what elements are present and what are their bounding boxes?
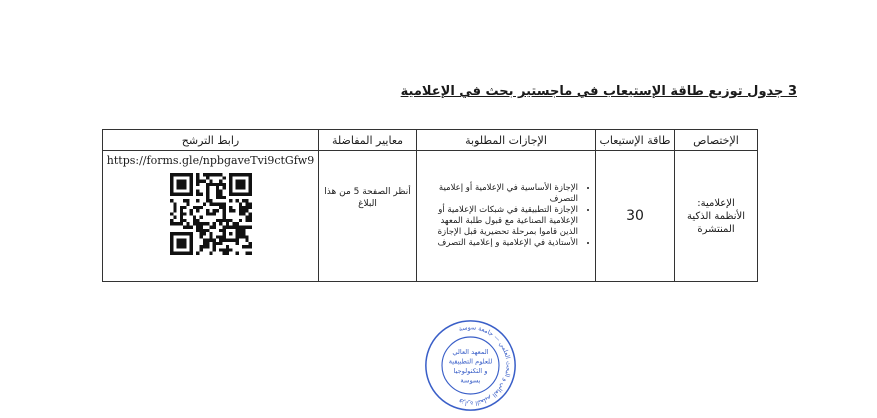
capacity-value: 30 bbox=[626, 208, 644, 224]
cell-degrees bbox=[417, 151, 596, 282]
degrees-list bbox=[420, 183, 592, 249]
header-degrees: الإجازات المطلوبة bbox=[417, 130, 596, 151]
capacity-table bbox=[102, 129, 758, 282]
stamp-line-1: المعهد العالي bbox=[452, 348, 489, 357]
specialty-label: الإعلامية: bbox=[697, 197, 735, 209]
cell-link bbox=[103, 151, 319, 282]
header-specialty: الإختصاص bbox=[675, 130, 758, 151]
table-header-row bbox=[103, 130, 758, 151]
header-criteria: معايير المفاضلة bbox=[319, 130, 417, 151]
header-link: رابط الترشح bbox=[103, 130, 319, 151]
criteria-text: أنظر الصفحة 5 من هذا البلاغ bbox=[324, 187, 411, 209]
list-item: • الأستاذية في الإعلامية و إعلامية التصرف bbox=[420, 238, 578, 249]
header-capacity: طاقة الإستيعاب bbox=[596, 130, 675, 151]
list-item: • الإجازة التطبيقية في شبكات الإعلامية أو الإعلامية الصناعية مع قبول طلبة المعهد الذين قاموا بمرحلة تحضيرية قبل الإجازة bbox=[420, 205, 578, 238]
stamp-line-4: بسوسة bbox=[460, 376, 481, 385]
specialty-name: الأنظمة الذكية المنتشرة bbox=[686, 210, 745, 235]
stamp-line-2: للعلوم التطبيقية bbox=[448, 357, 493, 366]
table-row bbox=[103, 151, 758, 282]
list-item: • الإجازة الأساسية في الإعلامية أو إعلامية التصرف bbox=[420, 183, 578, 205]
cell-capacity bbox=[596, 151, 675, 282]
cell-criteria bbox=[319, 151, 417, 282]
institution-stamp bbox=[423, 318, 518, 413]
qr-code-icon[interactable] bbox=[170, 173, 252, 255]
application-link[interactable]: https://forms.gle/npbgaveTvi9ctGfw9 bbox=[106, 154, 315, 167]
page-title: 3 جدول توزيع طاقة الإستيعاب في ماجستير بحث في الإعلامية bbox=[400, 84, 797, 99]
stamp-outer-text: وزارة التعليم العالي و البحث العلمي — جامعة سوسة bbox=[458, 324, 512, 407]
stamp-line-3: و التكنولوجيا bbox=[453, 367, 488, 376]
cell-specialty bbox=[675, 151, 758, 282]
